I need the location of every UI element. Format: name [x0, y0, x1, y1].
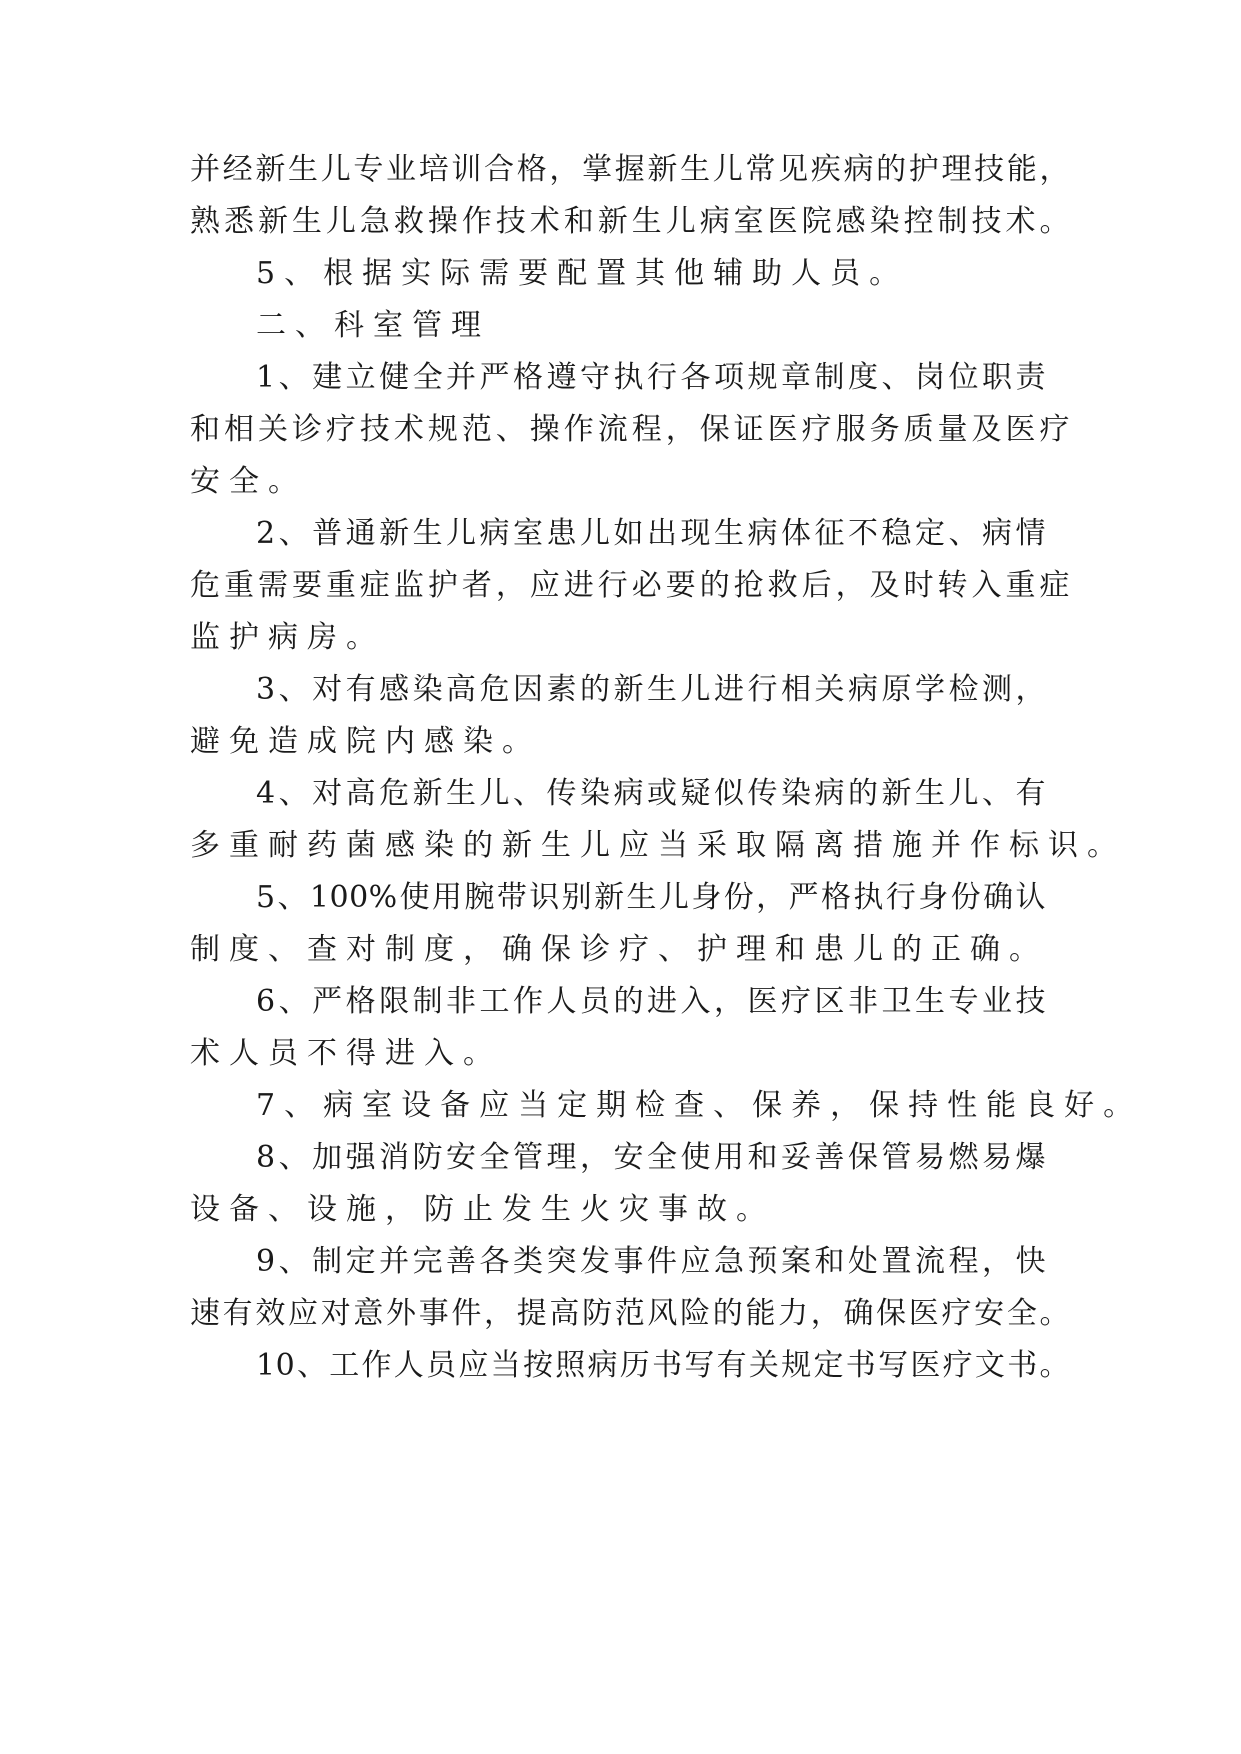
section-heading-management: 二、科室管理 [256, 308, 490, 343]
text-line-2: 熟悉新生儿急救操作技术和新生儿病室医院感染控制技术。 [190, 204, 1070, 239]
list-item-1-line-2: 和相关诊疗技术规范、操作流程，保证医疗服务质量及医疗 [190, 412, 1070, 447]
list-item-1-line-1: 1、建立健全并严格遵守执行各项规章制度、岗位职责 [256, 360, 1046, 395]
list-item-2-line-3: 监护病房。 [190, 620, 385, 655]
list-item-4-line-1: 4、对高危新生儿、传染病或疑似传染病的新生儿、有 [256, 776, 1046, 811]
list-item-7: 7、病室设备应当定期检查、保养，保持性能良好。 [256, 1088, 1143, 1123]
list-item-5-line-2: 制度、查对制度，确保诊疗、护理和患儿的正确。 [190, 932, 1048, 967]
list-item-6-line-2: 术人员不得进入。 [190, 1036, 502, 1071]
list-item-10: 10、工作人员应当按照病历书写有关规定书写医疗文书。 [256, 1348, 1070, 1383]
list-item-8-line-2: 设备、设施，防止发生火灾事故。 [190, 1192, 775, 1227]
list-item-1-line-3: 安全。 [190, 464, 307, 499]
list-item-8-line-1: 8、加强消防安全管理，安全使用和妥善保管易燃易爆 [256, 1140, 1046, 1175]
list-item-4-line-2: 多重耐药菌感染的新生儿应当采取隔离措施并作标识。 [190, 828, 1126, 863]
list-item-3-line-2: 避免造成院内感染。 [190, 724, 541, 759]
list-item-2-line-2: 危重需要重症监护者，应进行必要的抢救后，及时转入重症 [190, 568, 1070, 603]
text-line-1: 并经新生儿专业培训合格，掌握新生儿常见疾病的护理技能， [190, 152, 1070, 187]
list-item-9-line-1: 9、制定并完善各类突发事件应急预案和处置流程，快 [256, 1244, 1046, 1279]
list-item-staff-5: 5、根据实际需要配置其他辅助人员。 [256, 256, 909, 291]
list-item-2-line-1: 2、普通新生儿病室患儿如出现生病体征不稳定、病情 [256, 516, 1046, 551]
list-item-9-line-2: 速有效应对意外事件，提高防范风险的能力，确保医疗安全。 [190, 1296, 1070, 1331]
list-item-6-line-1: 6、严格限制非工作人员的进入，医疗区非卫生专业技 [256, 984, 1046, 1019]
list-item-5-line-1: 5、100%使用腕带识别新生儿身份，严格执行身份确认 [256, 880, 1046, 915]
list-item-3-line-1: 3、对有感染高危因素的新生儿进行相关病原学检测， [256, 672, 1046, 707]
